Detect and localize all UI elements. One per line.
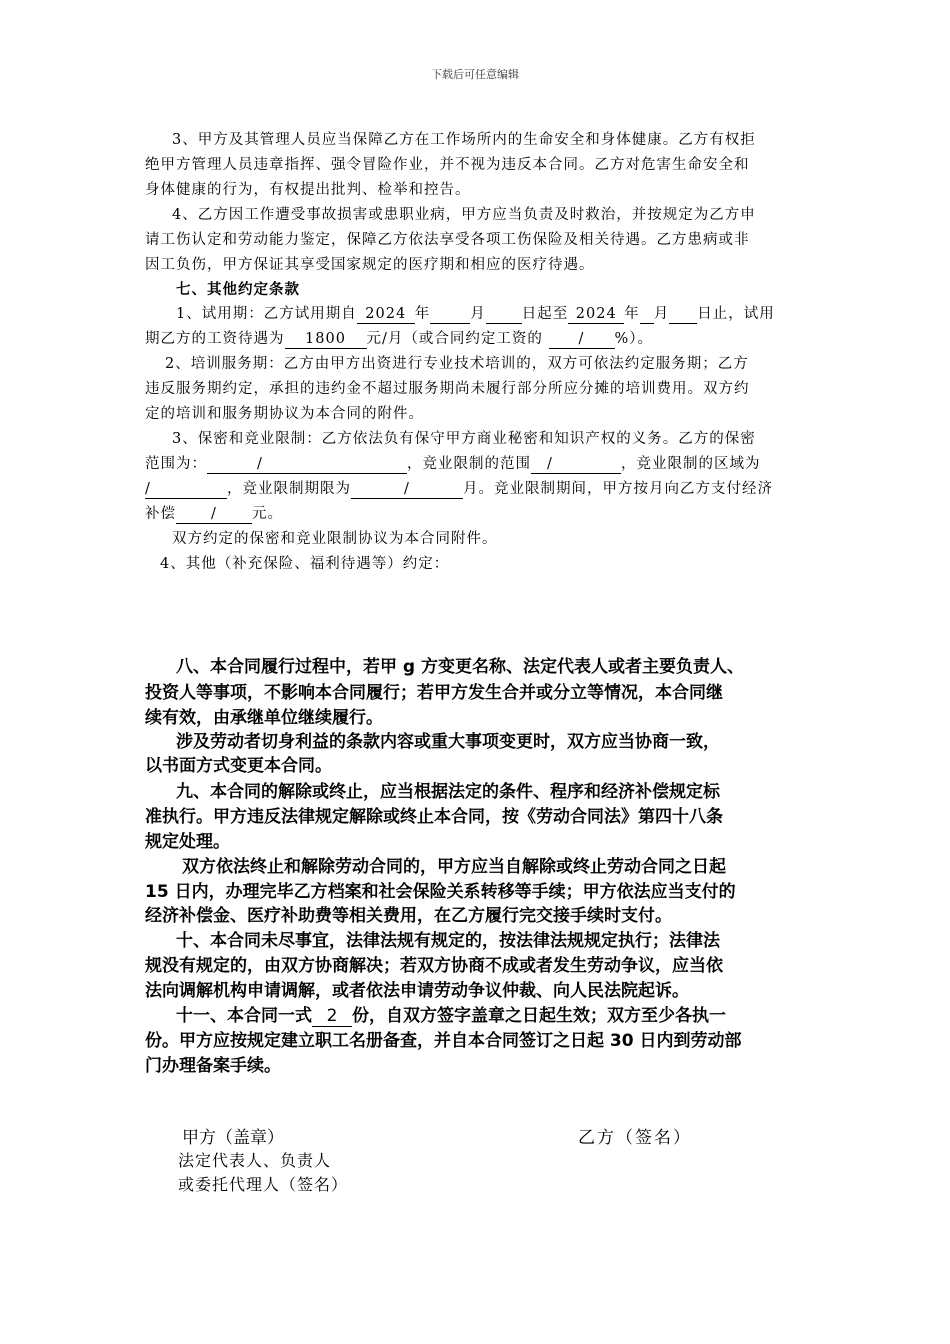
s6-p4-line1: 4、乙方因工作遭受事故损害或患职业病，甲方应当负责及时救治，并按规定为乙方申 — [172, 207, 756, 223]
noncompete-period: / — [351, 482, 463, 499]
s6-p4-line3: 因工负伤，甲方保证其享受国家规定的医疗期和相应的医疗待遇。 — [145, 257, 595, 273]
noncompete-area: / — [145, 482, 227, 499]
confid-line1: 3、保密和竞业限制：乙方依法负有保守甲方商业秘密和知识产权的义务。乙方的保密 — [172, 431, 756, 447]
s11-line2: 份。甲方应按规定建立职工名册备查，并自本合同签订之日起 30 日内到劳动部 — [145, 1031, 742, 1051]
training-line3: 定的培训和服务期协议为本合同的附件。 — [145, 406, 424, 422]
probation-start-day — [486, 307, 522, 324]
s9-line1: 九、本合同的解除或终止，应当根据法定的条件、程序和经济补偿规定标 — [176, 782, 720, 802]
probation-line1: 1、试用期：乙方试用期自 2024 年 月 日起至 2024 年 月 日止，试用 — [176, 306, 775, 322]
page-header: 下载后可任意编辑 — [431, 68, 519, 81]
s6-p3-line2: 绝甲方管理人员违章指挥、强令冒险作业，并不视为违反本合同。乙方对危害生命安全和 — [145, 157, 750, 173]
s11-line1: 十一、本合同一式 2 份，自双方签字盖章之日起生效；双方至少各执一 — [176, 1006, 726, 1026]
other-terms: 4、其他（补充保险、福利待遇等）约定： — [160, 556, 450, 572]
probation-salary: 1800 — [285, 332, 367, 349]
s6-p4-line2: 请工伤认定和劳动能力鉴定，保障乙方依法享受各项工伤保险及相关待遇。乙方患病或非 — [145, 232, 750, 248]
s8-line1: 八、本合同履行过程中，若甲 g 方变更名称、法定代表人或者主要负责人、 — [176, 657, 745, 677]
agent-sign-label: 或委托代理人（签名） — [178, 1175, 349, 1194]
confid-line3: / ，竞业限制期限为 / 月。竞业限制期间，甲方按月向乙方支付经济 — [145, 481, 773, 497]
s11-line3: 门办理备案手续。 — [145, 1056, 281, 1076]
probation-start-month — [430, 307, 470, 324]
s10-line3: 法向调解机构申请调解，或者依法申请劳动争议仲裁、向人民法院起诉。 — [145, 981, 689, 1001]
probation-end-year: 2024 — [568, 307, 624, 324]
s9-line6: 经济补偿金、医疗补助费等相关费用，在乙方履行完交接手续时支付。 — [145, 906, 672, 926]
confid-line4: 补偿 / 元。 — [145, 506, 283, 522]
s6-p3-line1: 3、甲方及其管理人员应当保障乙方在工作场所内的生命安全和身体健康。乙方有权拒 — [172, 132, 756, 148]
confid-scope: / — [207, 457, 407, 474]
s8-line2: 投资人等事项，不影响本合同履行；若甲方发生合并或分立等情况，本合同继 — [145, 683, 723, 703]
party-b-sign-label: 乙方（签名） — [578, 1128, 692, 1148]
s8-line5: 以书面方式变更本合同。 — [145, 756, 332, 776]
noncompete-compensation: / — [176, 507, 252, 524]
s9-line5: 15 日内，办理完毕乙方档案和社会保险关系转移等手续；甲方依法应当支付的 — [145, 882, 736, 902]
s9-line4: 双方依法终止和解除劳动合同的，甲方应当自解除或终止劳动合同之日起 — [182, 857, 726, 877]
confid-line2: 范围为： / ，竞业限制的范围 / ，竞业限制的区域为 — [145, 456, 761, 472]
probation-percent: / — [549, 332, 615, 349]
contract-copies: 2 — [312, 1007, 352, 1027]
probation-end-month — [640, 307, 654, 324]
s7-title: 七、其他约定条款 — [176, 281, 300, 298]
training-line2: 违反服务期约定，承担的违约金不超过服务期尚未履行部分所应分摊的培训费用。双方约 — [145, 381, 750, 397]
probation-line2: 期乙方的工资待遇为 1800 元/月（或合同约定工资的 / %）。 — [145, 331, 654, 347]
s8-line3: 续有效，由承继单位继续履行。 — [145, 708, 383, 728]
s10-line2: 规没有规定的，由双方协商解决；若双方协商不成或者发生劳动争议，应当依 — [145, 956, 723, 976]
training-line1: 2、培训服务期：乙方由甲方出资进行专业技术培训的，双方可依法约定服务期；乙方 — [165, 356, 749, 372]
party-a-seal-label: 甲方（盖章） — [182, 1128, 284, 1148]
legal-rep-label: 法定代表人、负责人 — [178, 1151, 332, 1170]
s8-line4: 涉及劳动者切身利益的条款内容或重大事项变更时，双方应当协商一致， — [176, 732, 720, 752]
probation-start-year: 2024 — [357, 307, 415, 324]
noncompete-range: / — [531, 457, 621, 474]
probation-end-day — [669, 307, 697, 324]
s9-line3: 规定处理。 — [145, 832, 230, 852]
s10-line1: 十、本合同未尽事宜，法律法规有规定的，按法律法规规定执行；法律法 — [176, 931, 720, 951]
s6-p3-line3: 身体健康的行为，有权提出批判、检举和控告。 — [145, 182, 471, 198]
s9-line2: 准执行。甲方违反法律规定解除或终止本合同，按《劳动合同法》第四十八条 — [145, 807, 723, 827]
confid-attachment: 双方约定的保密和竞业限制协议为本合同附件。 — [172, 531, 498, 547]
